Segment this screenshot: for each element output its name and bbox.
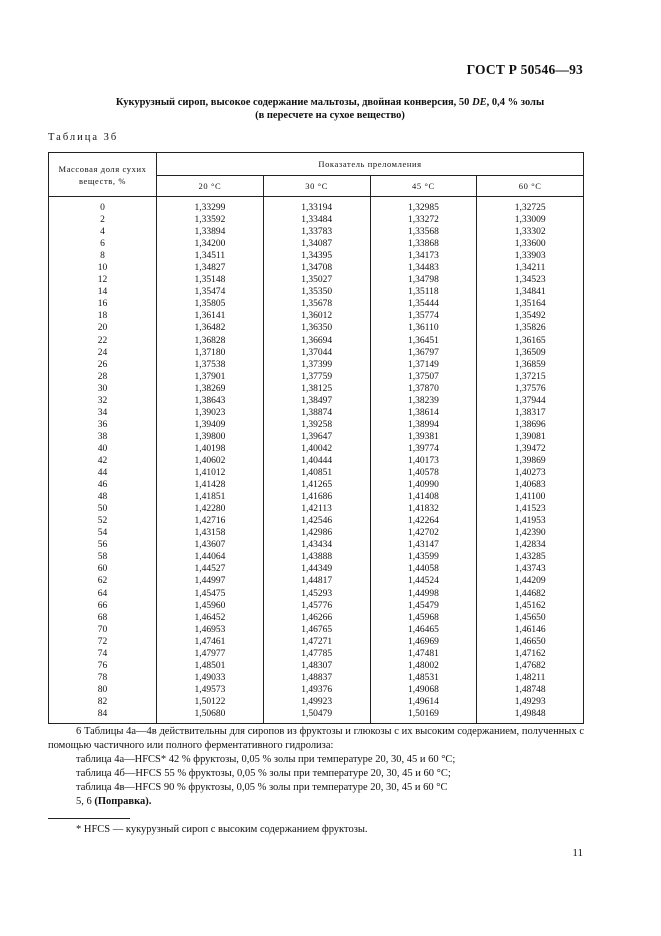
mass-fraction-cell: 60 bbox=[49, 563, 157, 575]
refraction-value-cell: 1,38874 bbox=[263, 407, 370, 419]
refraction-value-cell: 1,49068 bbox=[370, 684, 477, 696]
refraction-value-cell: 1,43599 bbox=[370, 551, 477, 563]
table-row bbox=[49, 250, 584, 262]
mass-fraction-cell: 24 bbox=[49, 347, 157, 359]
refraction-value-cell: 1,38497 bbox=[263, 395, 370, 407]
refraction-value-cell: 1,44682 bbox=[477, 588, 584, 600]
refraction-value-cell: 1,40042 bbox=[263, 443, 370, 455]
refraction-value-cell: 1,37901 bbox=[157, 371, 264, 383]
refraction-value-cell: 1,40578 bbox=[370, 467, 477, 479]
refraction-value-cell: 1,34708 bbox=[263, 262, 370, 274]
refraction-value-cell: 1,33868 bbox=[370, 238, 477, 250]
refraction-value-cell: 1,41523 bbox=[477, 503, 584, 515]
refraction-value-cell: 1,44527 bbox=[157, 563, 264, 575]
refraction-value-cell: 1,35350 bbox=[263, 286, 370, 298]
note-line-4b: таблица 4б—HFCS 55 % фруктозы, 0,05 % золы при температуре 20, 30, 45 и 60 °С; bbox=[76, 768, 451, 779]
refraction-value-cell: 1,46969 bbox=[370, 636, 477, 648]
table-row bbox=[49, 443, 584, 455]
mass-fraction-cell: 26 bbox=[49, 359, 157, 371]
refraction-value-cell: 1,34483 bbox=[370, 262, 477, 274]
mass-fraction-cell: 46 bbox=[49, 479, 157, 491]
note-paragraph: 6 Таблицы 4а—4в действительны для сиропов из фруктозы и глюкозы с их высоким содержанием, полученных с помощью частичного или полного ферментативного гидролиза: bbox=[48, 726, 584, 751]
refraction-value-cell: 1,42716 bbox=[157, 515, 264, 527]
table-row bbox=[49, 419, 584, 431]
refraction-value-cell: 1,37538 bbox=[157, 359, 264, 371]
mass-fraction-cell: 20 bbox=[49, 322, 157, 334]
refraction-value-cell: 1,39869 bbox=[477, 455, 584, 467]
refraction-value-cell: 1,40602 bbox=[157, 455, 264, 467]
refraction-value-cell: 1,35474 bbox=[157, 286, 264, 298]
refraction-value-cell: 1,45776 bbox=[263, 600, 370, 612]
table-row bbox=[49, 431, 584, 443]
refraction-value-cell: 1,43285 bbox=[477, 551, 584, 563]
refraction-value-cell: 1,36797 bbox=[370, 347, 477, 359]
refraction-value-cell: 1,46650 bbox=[477, 636, 584, 648]
refraction-value-cell: 1,38317 bbox=[477, 407, 584, 419]
refraction-value-cell: 1,43888 bbox=[263, 551, 370, 563]
table-row bbox=[49, 359, 584, 371]
mass-fraction-cell: 4 bbox=[49, 226, 157, 238]
note-line-4c: таблица 4в—HFCS 90 % фруктозы, 0,05 % золы при температуре 20, 30, 45 и 60 °С bbox=[76, 782, 448, 793]
notes bbox=[48, 725, 584, 809]
refraction-value-cell: 1,45650 bbox=[477, 612, 584, 624]
refraction-value-cell: 1,42702 bbox=[370, 527, 477, 539]
refraction-value-cell: 1,33894 bbox=[157, 226, 264, 238]
mass-fraction-cell: 32 bbox=[49, 395, 157, 407]
table-row bbox=[49, 708, 584, 724]
refraction-value-cell: 1,35826 bbox=[477, 322, 584, 334]
refraction-value-cell: 1,36859 bbox=[477, 359, 584, 371]
refraction-value-cell: 1,44998 bbox=[370, 588, 477, 600]
refraction-value-cell: 1,36482 bbox=[157, 322, 264, 334]
refraction-value-cell: 1,35492 bbox=[477, 310, 584, 322]
refraction-value-cell: 1,34211 bbox=[477, 262, 584, 274]
refraction-value-cell: 1,42986 bbox=[263, 527, 370, 539]
refraction-value-cell: 1,41265 bbox=[263, 479, 370, 491]
table-row bbox=[49, 407, 584, 419]
refraction-value-cell: 1,48837 bbox=[263, 672, 370, 684]
refraction-value-cell: 1,33783 bbox=[263, 226, 370, 238]
refraction-value-cell: 1,37944 bbox=[477, 395, 584, 407]
refraction-value-cell: 1,47785 bbox=[263, 648, 370, 660]
table-row bbox=[49, 383, 584, 395]
refraction-value-cell: 1,48531 bbox=[370, 672, 477, 684]
refraction-value-cell: 1,34511 bbox=[157, 250, 264, 262]
mass-fraction-cell: 74 bbox=[49, 648, 157, 660]
table-row bbox=[49, 551, 584, 563]
mass-fraction-cell: 16 bbox=[49, 298, 157, 310]
table-row bbox=[49, 503, 584, 515]
title-line-2: (в пересчете на сухое вещество) bbox=[255, 110, 405, 121]
refraction-value-cell: 1,35678 bbox=[263, 298, 370, 310]
refraction-value-cell: 1,37870 bbox=[370, 383, 477, 395]
refraction-value-cell: 1,35148 bbox=[157, 274, 264, 286]
mass-fraction-cell: 76 bbox=[49, 660, 157, 672]
refraction-value-cell: 1,35118 bbox=[370, 286, 477, 298]
table-row bbox=[49, 238, 584, 250]
table-row bbox=[49, 672, 584, 684]
refraction-value-cell: 1,45960 bbox=[157, 600, 264, 612]
refraction-value-cell: 1,39023 bbox=[157, 407, 264, 419]
refraction-value-cell: 1,34200 bbox=[157, 238, 264, 250]
table-row bbox=[49, 575, 584, 587]
mass-fraction-cell: 38 bbox=[49, 431, 157, 443]
table-row bbox=[49, 624, 584, 636]
refraction-value-cell: 1,37180 bbox=[157, 347, 264, 359]
refraction-table bbox=[48, 152, 584, 724]
refraction-value-cell: 1,46765 bbox=[263, 624, 370, 636]
refraction-value-cell: 1,46465 bbox=[370, 624, 477, 636]
refraction-value-cell: 1,46146 bbox=[477, 624, 584, 636]
refraction-value-cell: 1,45479 bbox=[370, 600, 477, 612]
table-row bbox=[49, 286, 584, 298]
mass-fraction-cell: 8 bbox=[49, 250, 157, 262]
table-title bbox=[50, 96, 610, 122]
refraction-value-cell: 1,38643 bbox=[157, 395, 264, 407]
refraction-value-cell: 1,42113 bbox=[263, 503, 370, 515]
table-row bbox=[49, 226, 584, 238]
refraction-value-cell: 1,37759 bbox=[263, 371, 370, 383]
mass-fraction-cell: 28 bbox=[49, 371, 157, 383]
refraction-value-cell: 1,41832 bbox=[370, 503, 477, 515]
refraction-value-cell: 1,44064 bbox=[157, 551, 264, 563]
refraction-value-cell: 1,42834 bbox=[477, 539, 584, 551]
mass-fraction-cell: 34 bbox=[49, 407, 157, 419]
refraction-value-cell: 1,49293 bbox=[477, 696, 584, 708]
refraction-index-header: Показатель преломления bbox=[157, 153, 584, 176]
refraction-value-cell: 1,39081 bbox=[477, 431, 584, 443]
table-row bbox=[49, 515, 584, 527]
refraction-value-cell: 1,34173 bbox=[370, 250, 477, 262]
refraction-value-cell: 1,49923 bbox=[263, 696, 370, 708]
refraction-value-cell: 1,40273 bbox=[477, 467, 584, 479]
refraction-value-cell: 1,39774 bbox=[370, 443, 477, 455]
refraction-value-cell: 1,49573 bbox=[157, 684, 264, 696]
refraction-value-cell: 1,47271 bbox=[263, 636, 370, 648]
refraction-value-cell: 1,45162 bbox=[477, 600, 584, 612]
mass-fraction-cell: 12 bbox=[49, 274, 157, 286]
refraction-value-cell: 1,47977 bbox=[157, 648, 264, 660]
refraction-value-cell: 1,50680 bbox=[157, 708, 264, 724]
refraction-value-cell: 1,35774 bbox=[370, 310, 477, 322]
refraction-value-cell: 1,37215 bbox=[477, 371, 584, 383]
refraction-value-cell: 1,38239 bbox=[370, 395, 477, 407]
refraction-value-cell: 1,37149 bbox=[370, 359, 477, 371]
table-row bbox=[49, 600, 584, 612]
document-code: ГОСТ Р 50546—93 bbox=[466, 62, 583, 77]
mass-fraction-cell: 82 bbox=[49, 696, 157, 708]
refraction-value-cell: 1,33299 bbox=[157, 197, 264, 215]
temp-header-45: 45 °С bbox=[370, 176, 477, 197]
temp-header-60: 60 °С bbox=[477, 176, 584, 197]
refraction-value-cell: 1,47682 bbox=[477, 660, 584, 672]
refraction-value-cell: 1,36451 bbox=[370, 335, 477, 347]
mass-fraction-cell: 42 bbox=[49, 455, 157, 467]
mass-fraction-cell: 80 bbox=[49, 684, 157, 696]
refraction-value-cell: 1,49614 bbox=[370, 696, 477, 708]
footnote: * HFCS — кукурузный сироп с высоким содержанием фруктозы. bbox=[76, 824, 368, 835]
refraction-value-cell: 1,38696 bbox=[477, 419, 584, 431]
mass-fraction-header: Массовая доля сухих веществ, % bbox=[49, 153, 157, 197]
refraction-value-cell: 1,43158 bbox=[157, 527, 264, 539]
refraction-value-cell: 1,48307 bbox=[263, 660, 370, 672]
table-row bbox=[49, 539, 584, 551]
refraction-value-cell: 1,37507 bbox=[370, 371, 477, 383]
refraction-value-cell: 1,49376 bbox=[263, 684, 370, 696]
mass-fraction-cell: 58 bbox=[49, 551, 157, 563]
mass-fraction-cell: 78 bbox=[49, 672, 157, 684]
refraction-value-cell: 1,37399 bbox=[263, 359, 370, 371]
refraction-value-cell: 1,34827 bbox=[157, 262, 264, 274]
refraction-value-cell: 1,47461 bbox=[157, 636, 264, 648]
table-label: Таблица 3б bbox=[48, 132, 119, 143]
refraction-value-cell: 1,44524 bbox=[370, 575, 477, 587]
refraction-value-cell: 1,42280 bbox=[157, 503, 264, 515]
refraction-value-cell: 1,34841 bbox=[477, 286, 584, 298]
refraction-value-cell: 1,40990 bbox=[370, 479, 477, 491]
table-row bbox=[49, 347, 584, 359]
table-row bbox=[49, 298, 584, 310]
footnote-divider bbox=[48, 818, 130, 819]
refraction-value-cell: 1,32725 bbox=[477, 197, 584, 215]
temp-header-20: 20 °С bbox=[157, 176, 264, 197]
mass-fraction-cell: 10 bbox=[49, 262, 157, 274]
refraction-value-cell: 1,49033 bbox=[157, 672, 264, 684]
refraction-value-cell: 1,44817 bbox=[263, 575, 370, 587]
table-row bbox=[49, 310, 584, 322]
refraction-value-cell: 1,39258 bbox=[263, 419, 370, 431]
refraction-value-cell: 1,34798 bbox=[370, 274, 477, 286]
refraction-value-cell: 1,41953 bbox=[477, 515, 584, 527]
refraction-value-cell: 1,44209 bbox=[477, 575, 584, 587]
table-row bbox=[49, 563, 584, 575]
refraction-value-cell: 1,50479 bbox=[263, 708, 370, 724]
table-row bbox=[49, 612, 584, 624]
refraction-value-cell: 1,46266 bbox=[263, 612, 370, 624]
refraction-value-cell: 1,35444 bbox=[370, 298, 477, 310]
refraction-value-cell: 1,38125 bbox=[263, 383, 370, 395]
table-row bbox=[49, 371, 584, 383]
refraction-value-cell: 1,47162 bbox=[477, 648, 584, 660]
refraction-value-cell: 1,45475 bbox=[157, 588, 264, 600]
refraction-value-cell: 1,40851 bbox=[263, 467, 370, 479]
mass-fraction-cell: 50 bbox=[49, 503, 157, 515]
refraction-value-cell: 1,36012 bbox=[263, 310, 370, 322]
table-row bbox=[49, 274, 584, 286]
mass-fraction-cell: 22 bbox=[49, 335, 157, 347]
refraction-value-cell: 1,46452 bbox=[157, 612, 264, 624]
table-row bbox=[49, 588, 584, 600]
mass-fraction-cell: 36 bbox=[49, 419, 157, 431]
refraction-value-cell: 1,41408 bbox=[370, 491, 477, 503]
table-row bbox=[49, 214, 584, 226]
table-row bbox=[49, 197, 584, 215]
refraction-value-cell: 1,43743 bbox=[477, 563, 584, 575]
title-line-1: Кукурузный сироп, высокое содержание мальтозы, двойная конверсия, 50 DE, 0,4 % золы bbox=[115, 97, 545, 108]
refraction-value-cell: 1,33009 bbox=[477, 214, 584, 226]
refraction-value-cell: 1,48501 bbox=[157, 660, 264, 672]
refraction-value-cell: 1,42390 bbox=[477, 527, 584, 539]
refraction-value-cell: 1,36350 bbox=[263, 322, 370, 334]
refraction-value-cell: 1,35805 bbox=[157, 298, 264, 310]
refraction-value-cell: 1,35164 bbox=[477, 298, 584, 310]
table-row bbox=[49, 684, 584, 696]
mass-fraction-cell: 14 bbox=[49, 286, 157, 298]
mass-fraction-cell: 52 bbox=[49, 515, 157, 527]
refraction-value-cell: 1,45968 bbox=[370, 612, 477, 624]
refraction-value-cell: 1,40173 bbox=[370, 455, 477, 467]
refraction-value-cell: 1,41012 bbox=[157, 467, 264, 479]
mass-fraction-cell: 0 bbox=[49, 197, 157, 215]
table-body bbox=[49, 197, 584, 724]
refraction-value-cell: 1,40444 bbox=[263, 455, 370, 467]
refraction-value-cell: 1,36141 bbox=[157, 310, 264, 322]
refraction-value-cell: 1,36694 bbox=[263, 335, 370, 347]
refraction-value-cell: 1,41428 bbox=[157, 479, 264, 491]
mass-fraction-cell: 30 bbox=[49, 383, 157, 395]
mass-fraction-cell: 40 bbox=[49, 443, 157, 455]
mass-fraction-cell: 66 bbox=[49, 600, 157, 612]
table-row bbox=[49, 491, 584, 503]
refraction-value-cell: 1,33272 bbox=[370, 214, 477, 226]
page-number: 11 bbox=[572, 847, 583, 859]
refraction-value-cell: 1,33194 bbox=[263, 197, 370, 215]
mass-fraction-cell: 68 bbox=[49, 612, 157, 624]
table-row bbox=[49, 527, 584, 539]
refraction-value-cell: 1,40198 bbox=[157, 443, 264, 455]
refraction-value-cell: 1,37576 bbox=[477, 383, 584, 395]
refraction-value-cell: 1,44058 bbox=[370, 563, 477, 575]
table-row bbox=[49, 322, 584, 334]
refraction-value-cell: 1,42546 bbox=[263, 515, 370, 527]
table-row bbox=[49, 636, 584, 648]
mass-fraction-cell: 18 bbox=[49, 310, 157, 322]
refraction-value-cell: 1,39409 bbox=[157, 419, 264, 431]
refraction-value-cell: 1,38269 bbox=[157, 383, 264, 395]
refraction-value-cell: 1,35027 bbox=[263, 274, 370, 286]
temp-header-30: 30 °С bbox=[263, 176, 370, 197]
refraction-value-cell: 1,43147 bbox=[370, 539, 477, 551]
refraction-value-cell: 1,34523 bbox=[477, 274, 584, 286]
refraction-value-cell: 1,39647 bbox=[263, 431, 370, 443]
mass-fraction-cell: 54 bbox=[49, 527, 157, 539]
mass-fraction-cell: 48 bbox=[49, 491, 157, 503]
refraction-value-cell: 1,39472 bbox=[477, 443, 584, 455]
mass-fraction-cell: 62 bbox=[49, 575, 157, 587]
mass-fraction-cell: 70 bbox=[49, 624, 157, 636]
table-row bbox=[49, 455, 584, 467]
refraction-value-cell: 1,45293 bbox=[263, 588, 370, 600]
table-row bbox=[49, 262, 584, 274]
table-row bbox=[49, 395, 584, 407]
mass-fraction-cell: 72 bbox=[49, 636, 157, 648]
refraction-value-cell: 1,34395 bbox=[263, 250, 370, 262]
refraction-value-cell: 1,41100 bbox=[477, 491, 584, 503]
refraction-value-cell: 1,36165 bbox=[477, 335, 584, 347]
mass-fraction-cell: 6 bbox=[49, 238, 157, 250]
refraction-value-cell: 1,42264 bbox=[370, 515, 477, 527]
refraction-value-cell: 1,46953 bbox=[157, 624, 264, 636]
refraction-value-cell: 1,44997 bbox=[157, 575, 264, 587]
refraction-value-cell: 1,41686 bbox=[263, 491, 370, 503]
refraction-value-cell: 1,33484 bbox=[263, 214, 370, 226]
table-row bbox=[49, 648, 584, 660]
refraction-value-cell: 1,33568 bbox=[370, 226, 477, 238]
mass-fraction-cell: 84 bbox=[49, 708, 157, 724]
refraction-value-cell: 1,44349 bbox=[263, 563, 370, 575]
mass-fraction-cell: 2 bbox=[49, 214, 157, 226]
refraction-value-cell: 1,38614 bbox=[370, 407, 477, 419]
refraction-value-cell: 1,33592 bbox=[157, 214, 264, 226]
refraction-value-cell: 1,48002 bbox=[370, 660, 477, 672]
refraction-value-cell: 1,50122 bbox=[157, 696, 264, 708]
mass-fraction-cell: 44 bbox=[49, 467, 157, 479]
refraction-value-cell: 1,48211 bbox=[477, 672, 584, 684]
refraction-value-cell: 1,36828 bbox=[157, 335, 264, 347]
mass-fraction-cell: 56 bbox=[49, 539, 157, 551]
refraction-value-cell: 1,34087 bbox=[263, 238, 370, 250]
mass-fraction-cell: 64 bbox=[49, 588, 157, 600]
refraction-value-cell: 1,33600 bbox=[477, 238, 584, 250]
refraction-value-cell: 1,50169 bbox=[370, 708, 477, 724]
refraction-value-cell: 1,39381 bbox=[370, 431, 477, 443]
refraction-value-cell: 1,36509 bbox=[477, 347, 584, 359]
refraction-value-cell: 1,47481 bbox=[370, 648, 477, 660]
refraction-value-cell: 1,33903 bbox=[477, 250, 584, 262]
refraction-value-cell: 1,49848 bbox=[477, 708, 584, 724]
refraction-value-cell: 1,43434 bbox=[263, 539, 370, 551]
refraction-value-cell: 1,32985 bbox=[370, 197, 477, 215]
refraction-value-cell: 1,33302 bbox=[477, 226, 584, 238]
table-row bbox=[49, 479, 584, 491]
table-row bbox=[49, 660, 584, 672]
refraction-value-cell: 1,48748 bbox=[477, 684, 584, 696]
refraction-value-cell: 1,38994 bbox=[370, 419, 477, 431]
refraction-value-cell: 1,40683 bbox=[477, 479, 584, 491]
refraction-value-cell: 1,37044 bbox=[263, 347, 370, 359]
refraction-value-cell: 1,39800 bbox=[157, 431, 264, 443]
table-row bbox=[49, 467, 584, 479]
refraction-value-cell: 1,36110 bbox=[370, 322, 477, 334]
table-row bbox=[49, 335, 584, 347]
table-row bbox=[49, 696, 584, 708]
refraction-value-cell: 1,43607 bbox=[157, 539, 264, 551]
correction-note: 5, 6 (Поправка). bbox=[76, 796, 152, 807]
refraction-value-cell: 1,41851 bbox=[157, 491, 264, 503]
note-line-4a: таблица 4а—HFCS* 42 % фруктозы, 0,05 % золы при температуре 20, 30, 45 и 60 °С; bbox=[76, 754, 456, 765]
